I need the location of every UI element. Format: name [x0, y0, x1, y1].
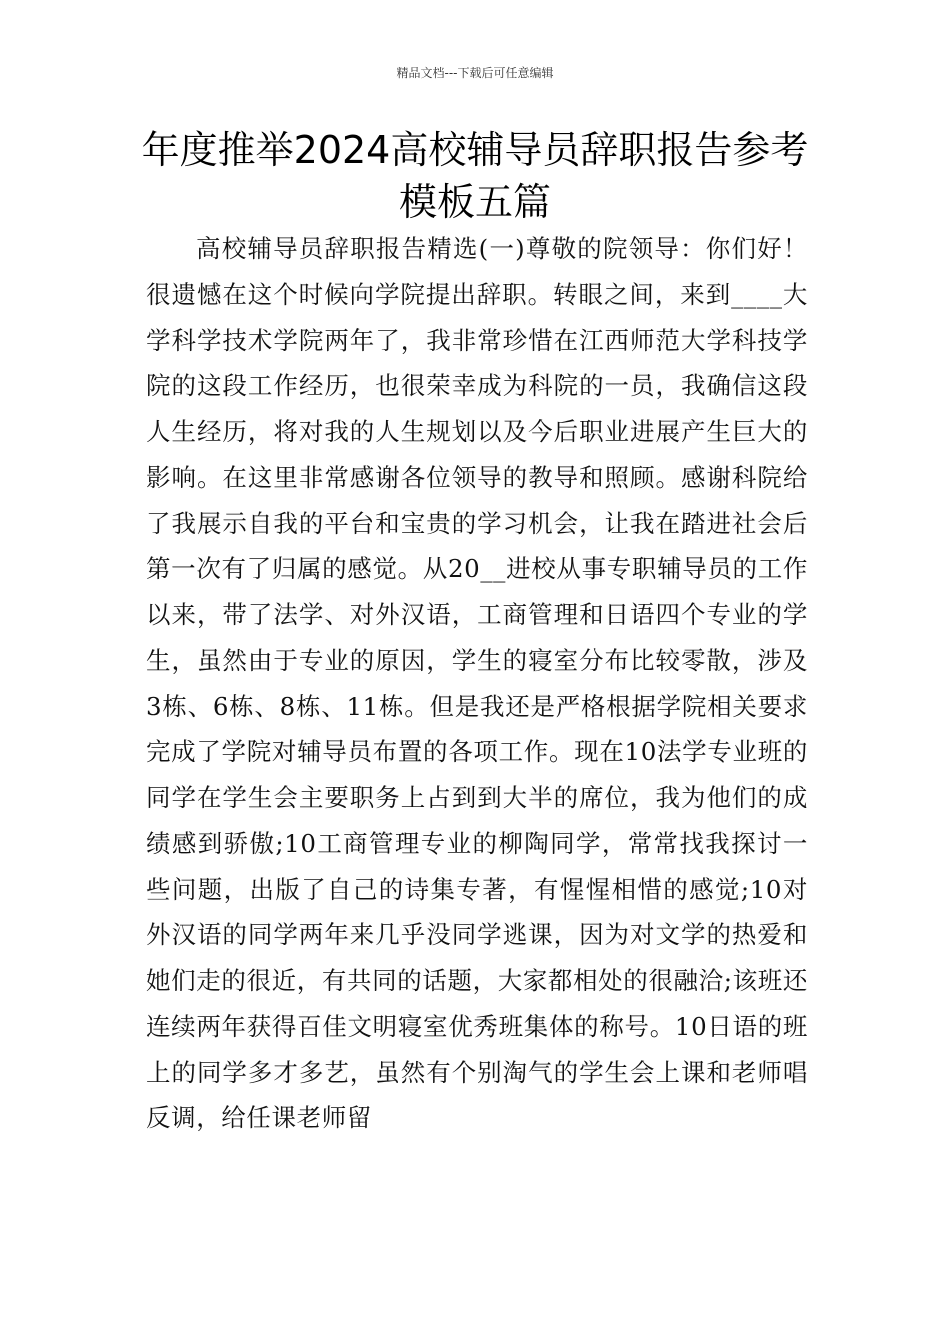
- document-header-note: 精品文档---下载后可任意编辑: [396, 66, 554, 80]
- body-paragraph: 高校辅导员辞职报告精选(一)尊敬的院领导：你们好！很遗憾在这个时候向学院提出辞职。转眼之间，来到____大学科学技术学院两年了，我非常珍惜在江西师范大学科技学院的这段工作经历，也很荣幸成为科院的一员，我确信这段人生经历，将对我的人生规划以及今后职业进展产生巨大的影响。在这里非常感谢各位领导的教导和照顾。感谢科院给了我展示自我的平台和宝贵的学习机会，让我在踏进社会后第一次有了归属的感觉。从20__进校从事专职辅导员的工作以来，带了法学、对外汉语，工商管理和日语四个专业的学生，虽然由于专业的原因，学生的寝室分布比较零散，涉及3栋、6栋、8栋、11栋。但是我还是严格根据学院相关要求完成了学院对辅导员布置的各项工作。现在10法学专业班的同学在学生会主要职务上占到到大半的席位，我为他们的成绩感到骄傲;10工商管理专业的柳陶同学，常常找我探讨一些问题，出版了自己的诗集专著，有惺惺相惜的感觉;10对外汉语的同学两年来几乎没同学逃课，因为对文学的热爱和她们走的很近，有共同的话题，大家都相处的很融洽;该班还连续两年获得百佳文明寝室优秀班集体的称号。10日语的班上的同学多才多艺，虽然有个别淘气的学生会上课和老师唱反调，给任课老师留: [146, 234, 808, 1133]
- document-title: 年度推举2024高校辅导员辞职报告参考模板五篇: [141, 128, 809, 224]
